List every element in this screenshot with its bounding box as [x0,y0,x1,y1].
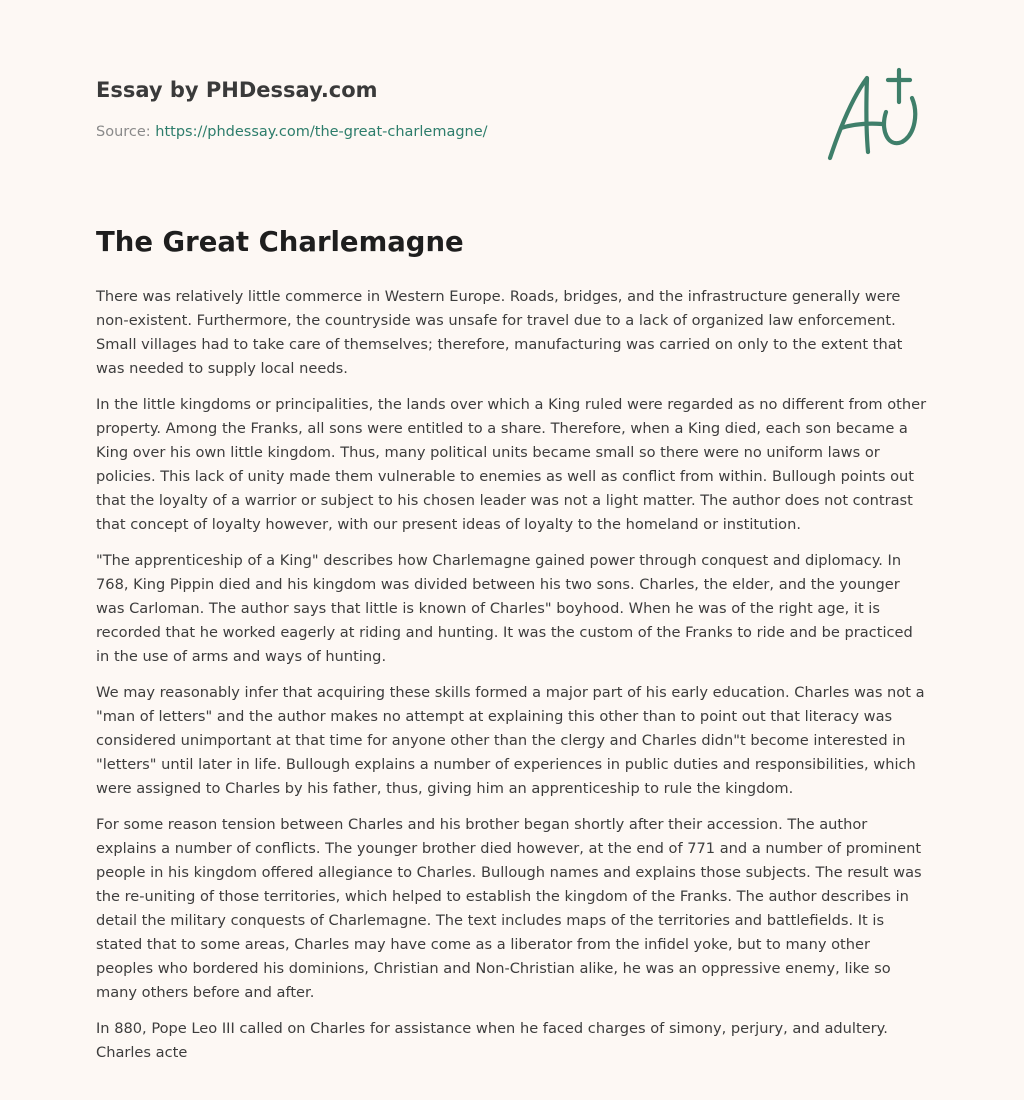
source-label: Source: [96,124,151,140]
essay-paragraph: There was relatively little commerce in Western Europe. Roads, bridges, and the infrastructure generally were non-existent. Furthermore, the countryside was unsafe for travel due to a lack of organized law enforcement. Small villages had to take care of themselves; therefore, manufacturing was carried on only to the extent that was needed to supply local needs. [96,288,903,377]
essay-paragraph: In 880, Pope Leo III called on Charles for assistance when he faced charges of simony, perjury, and adultery. Charles acte [96,1020,888,1061]
source-line [96,124,488,140]
essay-title: The Great Charlemagne [96,226,464,258]
brand-title: Essay by PHDessay.com [96,78,378,102]
essay-paragraph: We may reasonably infer that acquiring these skills formed a major part of his early education. Charles was not a "man of letters" and the author makes no attempt at explaining this other than to point out that literacy was considered unimportant at that time for anyone other than the clergy and Charles didn"t become interested in "letters" until later in life. Bullough explains a number of experiences in public duties and responsibilities, which were assigned to Charles by his father, thus, giving him an apprenticeship to rule the kingdom. [96,684,925,797]
essay-body [96,285,930,1077]
essay-paragraph: In the little kingdoms or principalities, the lands over which a King ruled were regarded as no different from other property. Among the Franks, all sons were entitled to a share. Therefore, when a King died, each son became a King over his own little kingdom. Thus, many political units became small so there were no uniform laws or policies. This lack of unity made them vulnerable to enemies as well as conflict from within. Bullough points out that the loyalty of a warrior or subject to his chosen leader was not a light matter. The author does not contrast that concept of loyalty however, with our present ideas of loyalty to the homeland or institution. [96,396,927,533]
essay-paragraph: For some reason tension between Charles and his brother began shortly after their accession. The author explains a number of conflicts. The younger brother died however, at the end of 771 and a number of prominent people in his kingdom offered allegiance to Charles. Bullough names and explains those subjects. The result was the re-uniting of those territories, which helped to establish the kingdom of the Franks. The author describes in detail the military conquests of Charlemagne. The text includes maps of the territories and battlefields. It is stated that to some areas, Charles may have come as a liberator from the infidel yoke, but to many other peoples who bordered his dominions, Christian and Non-Christian alike, he was an oppressive enemy, like so many others before and after. [96,816,922,1001]
essay-paragraph: "The apprenticeship of a King" describes how Charlemagne gained power through conquest and diplomacy. In 768, King Pippin died and his kingdom was divided between his two sons. Charles, the elder, and the younger was Carloman. The author says that little is known of Charles" boyhood. When he was of the right age, it is recorded that he worked eagerly at riding and hunting. It was the custom of the Franks to ride and be practiced in the use of arms and ways of hunting. [96,552,913,665]
a-plus-logo-icon [822,66,928,166]
source-link[interactable]: https://phdessay.com/the-great-charlemagne/ [155,124,488,140]
